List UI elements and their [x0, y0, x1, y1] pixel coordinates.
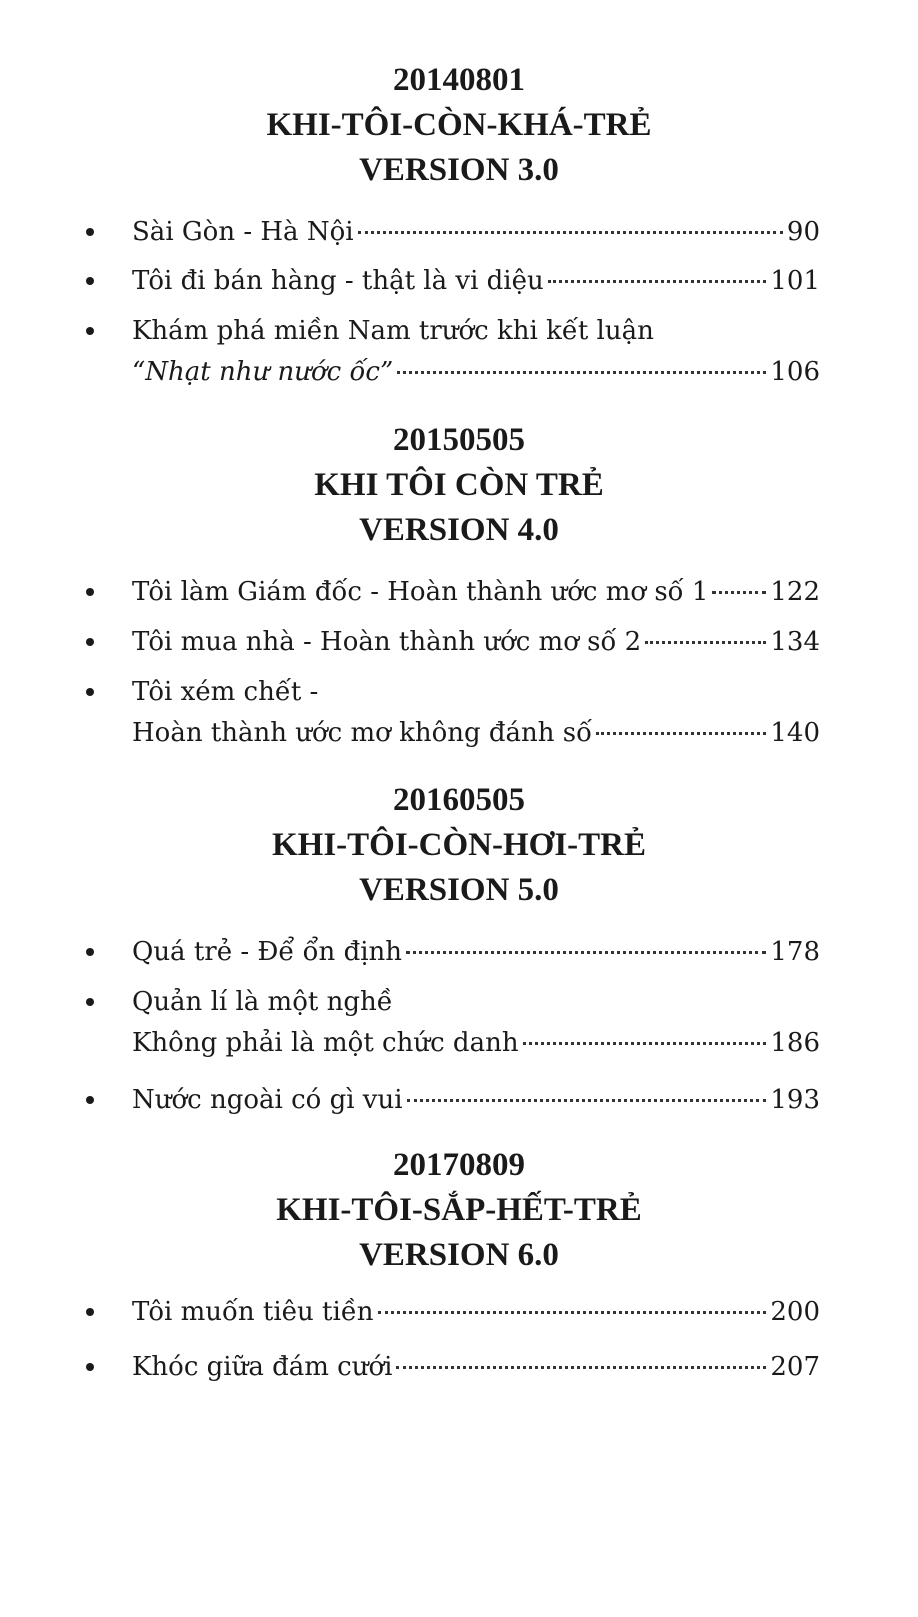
entry-title: Tôi đi bán hàng - thật là vi diệu	[132, 266, 544, 296]
section-date: 20150505	[393, 422, 525, 458]
toc-entry[interactable]	[86, 314, 820, 396]
dot-leader	[596, 732, 766, 735]
dot-leader	[523, 1042, 767, 1045]
dot-leader	[406, 951, 766, 954]
section-date: 20170809	[393, 1147, 525, 1183]
toc-entry[interactable]	[86, 1083, 820, 1117]
bullet-icon	[86, 588, 94, 596]
section-heading-3	[0, 778, 918, 913]
entry-title: Nước ngoài có gì vui	[132, 1085, 403, 1115]
toc-entry[interactable]	[86, 1295, 820, 1329]
section-version: VERSION 5.0	[359, 872, 559, 908]
entry-page-number: 207	[770, 1352, 820, 1382]
entry-page-number: 122	[770, 577, 820, 607]
section-heading-1	[0, 58, 918, 193]
entry-page-number: 200	[770, 1297, 820, 1327]
section-title: KHI TÔI CÒN TRẺ	[314, 467, 604, 503]
section-title: KHI-TÔI-SẮP-HẾT-TRẺ	[276, 1192, 642, 1228]
entry-page-number: 106	[770, 357, 820, 387]
dot-leader	[712, 591, 766, 594]
section-version: VERSION 4.0	[359, 512, 559, 548]
section-version: VERSION 3.0	[359, 152, 559, 188]
entry-page-number: 178	[770, 937, 820, 967]
entry-title-line-2: Hoàn thành ước mơ không đánh số	[132, 718, 593, 748]
entry-title-line-2: “Nhạt như nước ốc”	[132, 357, 394, 387]
bullet-icon	[86, 1096, 94, 1104]
section-heading-2	[0, 418, 918, 553]
dot-leader	[397, 371, 766, 374]
section-version: VERSION 6.0	[359, 1237, 559, 1273]
section-title: KHI-TÔI-CÒN-HƠI-TRẺ	[271, 827, 647, 863]
section-heading-4	[0, 1143, 918, 1278]
toc-entry[interactable]	[86, 675, 820, 757]
dot-leader	[407, 1099, 767, 1102]
section-title: KHI-TÔI-CÒN-KHÁ-TRẺ	[266, 107, 652, 143]
dot-leader	[378, 1311, 767, 1314]
entry-title: Tôi mua nhà - Hoàn thành ước mơ số 2	[132, 627, 642, 657]
bullet-icon	[86, 277, 94, 285]
entry-title: Tôi muốn tiêu tiền	[132, 1297, 374, 1327]
dot-leader	[548, 280, 767, 283]
entry-page-number: 90	[786, 217, 820, 247]
toc-entry[interactable]	[86, 575, 820, 609]
entry-page-number: 193	[770, 1085, 820, 1115]
entry-title: Tôi làm Giám đốc - Hoàn thành ước mơ số 1	[132, 577, 709, 607]
toc-entry[interactable]	[86, 1350, 820, 1384]
toc-entry[interactable]	[86, 625, 820, 659]
bullet-icon	[86, 948, 94, 956]
bullet-icon	[86, 327, 94, 335]
bullet-icon	[86, 1363, 94, 1371]
bullet-icon	[86, 688, 94, 696]
toc-entry[interactable]	[86, 264, 820, 298]
entry-title-line-1: Khám phá miền Nam trước khi kết luận	[132, 316, 654, 346]
bullet-icon	[86, 998, 94, 1006]
entry-page-number: 101	[770, 266, 820, 296]
entry-title: Quá trẻ - Để ổn định	[132, 937, 403, 967]
section-date: 20140801	[393, 62, 525, 98]
bullet-icon	[86, 228, 94, 236]
toc-entry[interactable]	[86, 935, 820, 969]
bullet-icon	[86, 638, 94, 646]
dot-leader	[358, 231, 783, 234]
toc-entry[interactable]	[86, 985, 820, 1067]
section-date: 20160505	[393, 782, 525, 818]
entry-title: Sài Gòn - Hà Nội	[132, 217, 354, 247]
dot-leader	[645, 641, 766, 644]
entry-title-line-1: Quản lí là một nghề	[132, 987, 393, 1017]
toc-entry[interactable]	[86, 215, 820, 249]
dot-leader	[396, 1366, 766, 1369]
entry-page-number: 134	[770, 627, 820, 657]
entry-page-number: 186	[770, 1028, 820, 1058]
entry-title-line-1: Tôi xém chết -	[132, 677, 319, 707]
entry-title-line-2: Không phải là một chức danh	[132, 1028, 519, 1058]
entry-page-number: 140	[770, 718, 820, 748]
entry-title: Khóc giữa đám cưới	[132, 1352, 393, 1382]
bullet-icon	[86, 1308, 94, 1316]
